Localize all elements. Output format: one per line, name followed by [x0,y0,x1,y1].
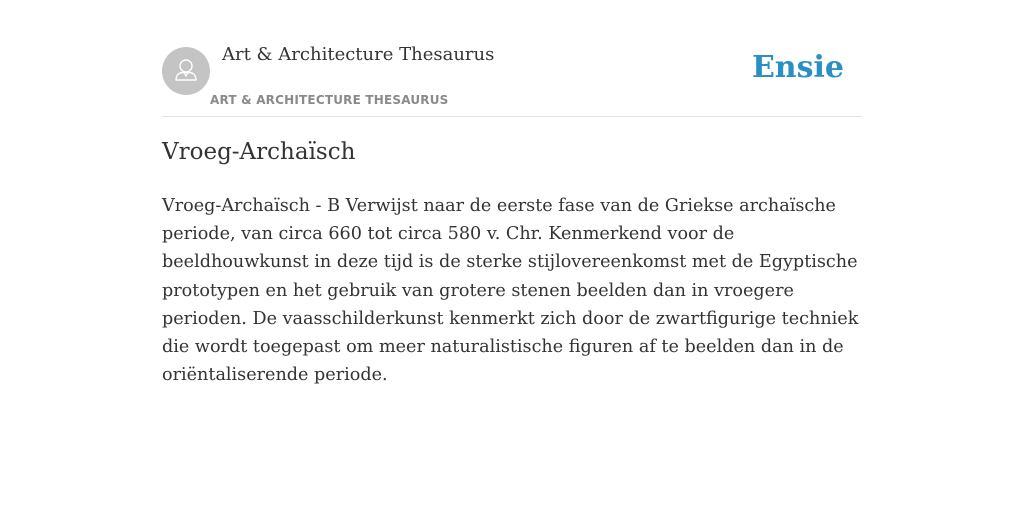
page-container [162,0,862,386]
article-body: Vroeg-Archaïsch - B Verwijst naar de eerste fase van de Griekse archaïsche periode, van circa 660 tot circa 580 v. Chr. Kenmerkend voor de beeldhouwkunst in deze tijd is de sterke stijlovereenkomst met de Egyptische prototypen en het gebruik van grotere stenen beelden dan in vroegere perioden. De vaasschilderkunst kenmerkt zich door de zwartfigurige techniek die wordt toegepast om meer naturalistische figuren af te beelden dan in de oriëntaliserende periode. [162,196,859,386]
user-icon [162,47,210,95]
article-title: Vroeg-Archaïsch [162,139,356,165]
ensie-logo[interactable]: Ensie [751,50,844,85]
author-avatar[interactable] [162,47,210,95]
author-name-link[interactable]: Art & Architecture Thesaurus [222,44,495,65]
header [162,0,862,117]
author-subtitle: ART & ARCHITECTURE THESAURUS [210,93,449,107]
